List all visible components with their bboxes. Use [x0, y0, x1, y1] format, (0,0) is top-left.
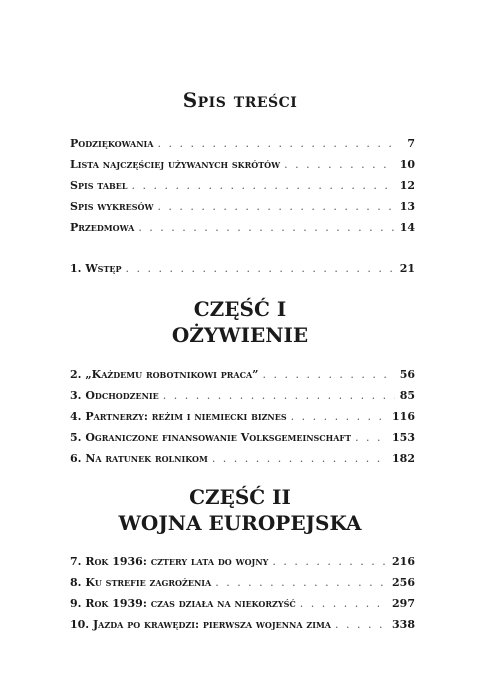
- toc-entry-page: 10: [399, 158, 415, 171]
- part-2-number: CZĘŚĆ II: [189, 485, 291, 509]
- toc-entry-page: 182: [392, 452, 415, 465]
- part-1-heading: [0, 296, 480, 348]
- toc-entry-chapter-6[interactable]: [70, 452, 415, 470]
- dot-leader: [215, 576, 388, 589]
- dot-leader: [291, 410, 388, 423]
- toc-entry-chapter-5[interactable]: [70, 431, 415, 449]
- toc-entry-page: 85: [399, 389, 415, 402]
- part-2-heading: [0, 484, 480, 536]
- toc-entry-label: Lista najczęściej używanych skrótów: [70, 158, 281, 171]
- toc-entry-page: 56: [399, 368, 415, 381]
- toc-entry-label: 10. Jazda po krawędzi: pierwsza wojenna zima: [70, 618, 332, 631]
- toc-entry-label: Przedmowa: [70, 221, 135, 234]
- toc-entry-page: 7: [407, 137, 415, 150]
- part-1-number: CZĘŚĆ I: [193, 297, 287, 321]
- dot-leader: [163, 389, 395, 402]
- dot-leader: [126, 262, 395, 275]
- toc-entry-charts[interactable]: [70, 200, 415, 218]
- toc-entry-label: 2. „Każdemu robotnikowi praca”: [70, 368, 259, 381]
- toc-entry-chapter-9[interactable]: [70, 597, 415, 615]
- page-title: Spis treści: [182, 88, 298, 112]
- toc-entry-chapter-10[interactable]: [70, 618, 415, 636]
- toc-entry-page: 116: [392, 410, 415, 423]
- dot-leader: [132, 179, 395, 192]
- toc-entry-page: 21: [399, 262, 415, 275]
- toc-entry-label: Podziękowania: [70, 137, 154, 150]
- dot-leader: [300, 597, 388, 610]
- toc-entry-page: 216: [392, 555, 415, 568]
- toc-entry-label: 5. Ograniczone finansowanie Volksgemeinschaft: [70, 431, 352, 444]
- toc-entry-label: 8. Ku strefie zagrożenia: [70, 576, 212, 589]
- toc-entry-chapter-4[interactable]: [70, 410, 415, 428]
- toc-entry-chapter-2[interactable]: [70, 368, 415, 386]
- toc-entry-label: Spis wykresów: [70, 200, 154, 213]
- dot-leader: [212, 452, 388, 465]
- toc-entry-label: 9. Rok 1939: czas działa na niekorzyść: [70, 597, 296, 610]
- dot-leader: [355, 431, 388, 444]
- toc-entry-page: 14: [399, 221, 415, 234]
- toc-entry-preface[interactable]: [70, 221, 415, 239]
- part-2-title: WOJNA EUROPEJSKA: [118, 511, 362, 535]
- toc-entry-label: 7. Rok 1936: cztery lata do wojny: [70, 555, 269, 568]
- toc-entry-abbreviations[interactable]: [70, 158, 415, 176]
- toc-entry-page: 12: [399, 179, 415, 192]
- toc-entry-chapter-7[interactable]: [70, 555, 415, 573]
- dot-leader: [157, 200, 395, 213]
- dot-leader: [138, 221, 395, 234]
- dot-leader: [262, 368, 395, 381]
- toc-entry-label: 3. Odchodzenie: [70, 389, 159, 402]
- toc-entry-page: 256: [392, 576, 415, 589]
- toc-entry-acknowledgements[interactable]: [70, 137, 415, 155]
- toc-entry-introduction[interactable]: [70, 262, 415, 280]
- toc-entry-page: 297: [392, 597, 415, 610]
- dot-leader: [335, 618, 388, 631]
- toc-entry-page: 13: [399, 200, 415, 213]
- dot-leader: [158, 137, 395, 150]
- toc-entry-chapter-3[interactable]: [70, 389, 415, 407]
- toc-entry-label: Spis tabel: [70, 179, 128, 192]
- toc-entry-page: 153: [392, 431, 415, 444]
- toc-entry-label: 1. Wstęp: [70, 262, 122, 275]
- part-1-title: OŻYWIENIE: [171, 323, 309, 347]
- toc-entry-chapter-8[interactable]: [70, 576, 415, 594]
- dot-leader: [284, 158, 395, 171]
- toc-entry-page: 338: [392, 618, 415, 631]
- toc-entry-tables[interactable]: [70, 179, 415, 197]
- toc-entry-label: 4. Partnerzy: reżim i niemiecki biznes: [70, 410, 287, 423]
- dot-leader: [272, 555, 388, 568]
- toc-entry-label: 6. Na ratunek rolnikom: [70, 452, 208, 465]
